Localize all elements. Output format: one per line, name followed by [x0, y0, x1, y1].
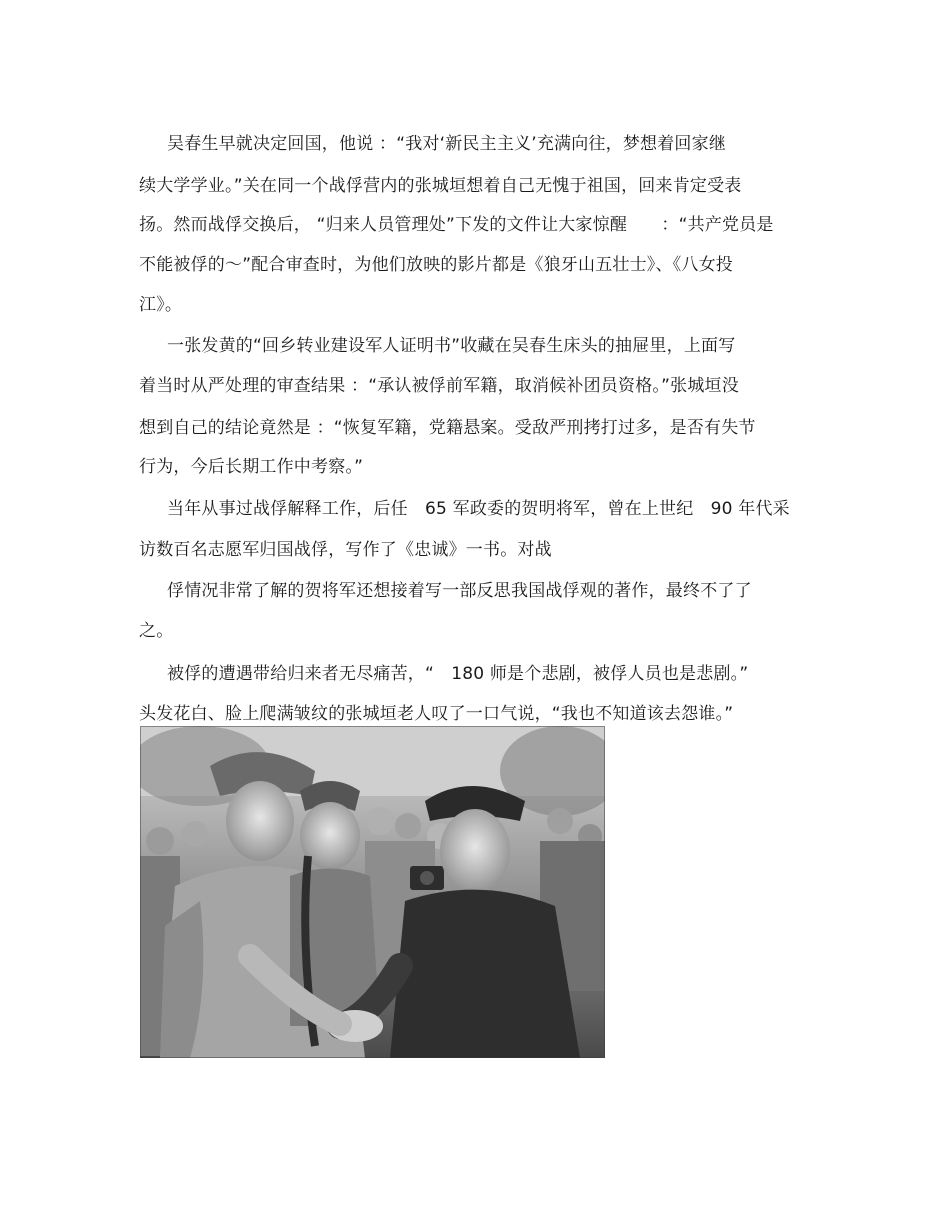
paragraph-3-line-2: 访数百名志愿军归国战俘，写作了《忠诚》一书。对战	[139, 540, 552, 560]
paragraph-3-line-3: 俘情况非常了解的贺将军还想接着写一部反思我国战俘观的著作，最终不了了	[167, 581, 752, 601]
paragraph-1-line-5: 江》。	[139, 295, 183, 315]
paragraph-3-line-1: 当年从事过战俘解释工作，后任 65 军政委的贺明将军，曾在上世纪 90 年代采	[167, 499, 790, 519]
photo-illustration	[140, 726, 605, 1058]
paragraph-4-line-1: 被俘的遭遇带给归来者无尽痛苦，“ 180 师是个悲剧，被俘人员也是悲剧。”	[167, 664, 749, 684]
paragraph-2-line-4: 行为，今后长期工作中考察。”	[139, 457, 364, 477]
historical-photo	[140, 726, 605, 1058]
photo-camera-lens	[420, 871, 434, 885]
paragraph-2-line-3: 想到自己的结论竟然是 ：“恢复军籍，党籍悬案。受敌严刑拷打过多，是否有失节	[139, 418, 756, 438]
paragraph-1-line-2: 续大学学业。”关在同一个战俘营内的张城垣想着自己无愧于祖国，回来肯定受表	[139, 176, 742, 196]
paragraph-2-line-1: 一张发黄的“回乡转业建设军人证明书”收藏在吴春生床头的抽屉里，上面写	[167, 336, 736, 356]
paragraph-1-line-4: 不能被俘的～”配合审查时，为他们放映的影片都是《狼牙山五壮士》、《八女投	[139, 255, 734, 275]
paragraph-3-line-4: 之。	[139, 621, 174, 641]
paragraph-4-line-2: 头发花白、脸上爬满皱纹的张城垣老人叹了一口气说，“我也不知道该去怨谁。”	[139, 704, 734, 724]
paragraph-1-line-1: 吴春生早就决定回国，他说 ：“我对‘新民主主义’充满向往，梦想着回家继	[167, 134, 727, 154]
paragraph-1-line-3: 扬。然而战俘交换后， “归来人员管理处”下发的文件让大家惊醒 ：“共产党员是	[139, 215, 774, 235]
paragraph-2-line-2: 着当时从严处理的审查结果 ：“承认被俘前军籍，取消候补团员资格。”张城垣没	[139, 376, 739, 396]
